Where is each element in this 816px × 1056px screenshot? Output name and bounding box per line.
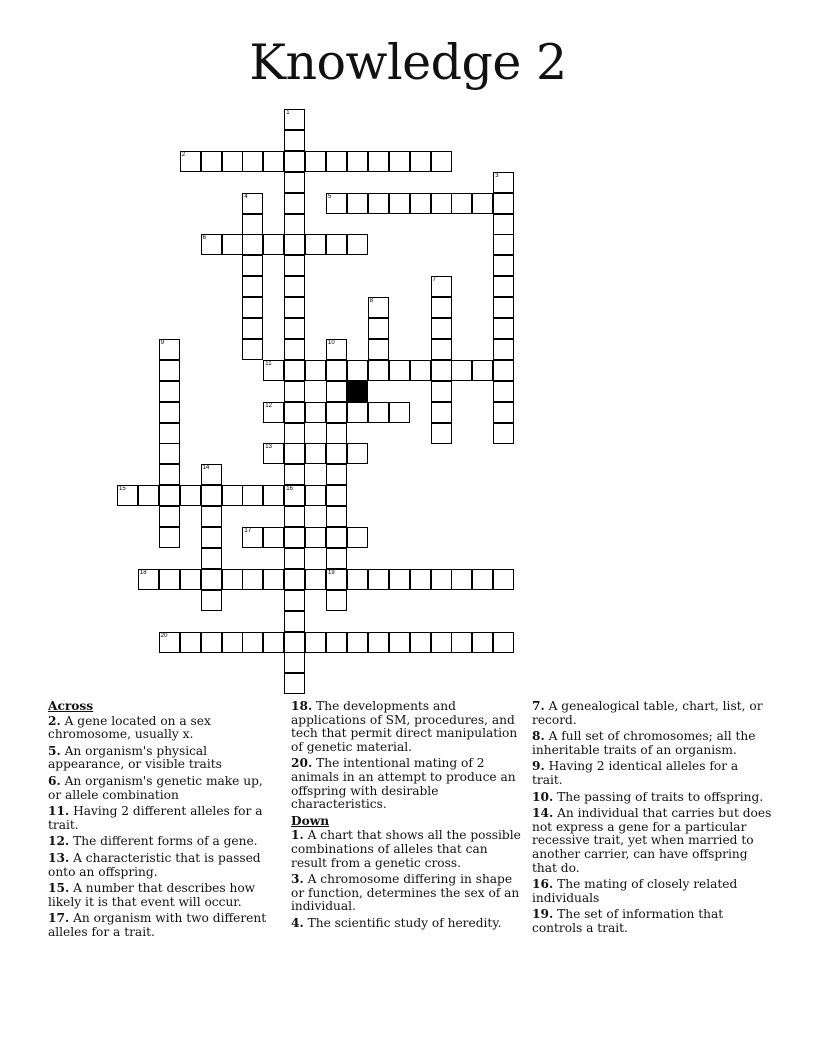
grid-cell[interactable] <box>368 318 389 339</box>
clue-number: 1 <box>286 110 290 116</box>
grid-cell[interactable] <box>201 485 222 506</box>
grid-cell[interactable] <box>431 569 452 590</box>
grid-cell[interactable] <box>451 569 472 590</box>
grid-cell[interactable] <box>284 673 305 694</box>
grid-cell[interactable] <box>284 527 305 548</box>
clue-column-3 <box>532 700 772 939</box>
grid-cell[interactable] <box>493 193 514 214</box>
grid-block <box>347 381 368 402</box>
clue-number: 6 <box>202 235 206 242</box>
grid-cell[interactable] <box>284 423 305 444</box>
clue-number: 17 <box>244 528 252 534</box>
clue-number: 12 <box>265 402 272 409</box>
grid-cell[interactable] <box>368 193 389 214</box>
grid-cell[interactable] <box>159 443 180 464</box>
grid-cell[interactable] <box>201 548 222 569</box>
grid-cell[interactable] <box>472 632 493 653</box>
grid-cell[interactable] <box>347 443 368 464</box>
grid-cell[interactable] <box>431 318 452 339</box>
grid-cell[interactable] <box>368 402 389 423</box>
grid-cell[interactable] <box>493 381 514 402</box>
grid-cell[interactable] <box>117 485 138 506</box>
grid-cell[interactable] <box>326 339 347 360</box>
clue-number: 15 <box>119 486 126 493</box>
grid-cell[interactable] <box>326 151 347 172</box>
grid-cell[interactable] <box>410 151 431 172</box>
grid-cell[interactable] <box>410 193 431 214</box>
clue-num: 12. <box>48 834 70 849</box>
grid-cell[interactable] <box>180 632 201 653</box>
grid-cell[interactable] <box>326 590 347 611</box>
grid-cell[interactable] <box>159 360 180 381</box>
grid-cell[interactable] <box>242 297 263 318</box>
clue-num: 18. <box>291 699 313 713</box>
grid-cell[interactable] <box>284 193 305 214</box>
grid-cell[interactable] <box>368 297 389 318</box>
across-clue <box>291 757 523 811</box>
clue-text: A genealogical table, chart, list, or record. <box>532 699 763 727</box>
clue-text: The intentional mating of 2 animals in an attempt to produce an offspring with desirable characteristics. <box>291 756 516 812</box>
grid-cell[interactable] <box>242 214 263 235</box>
grid-cell[interactable] <box>159 485 180 506</box>
grid-cell[interactable] <box>159 339 180 360</box>
clue-num: 7. <box>532 699 545 713</box>
across-clue <box>48 775 278 802</box>
clue-text: An organism with two different alleles for a trait. <box>48 911 267 939</box>
across-clue <box>291 700 523 754</box>
across-clue <box>48 745 278 772</box>
clue-num: 1. <box>291 828 304 843</box>
clue-text: A chart that shows all the possible combinations of alleles that can result from a genetic cross. <box>291 828 521 870</box>
clue-num: 13. <box>48 850 70 865</box>
clue-num: 9. <box>532 759 545 774</box>
grid-cell[interactable] <box>284 381 305 402</box>
grid-cell[interactable] <box>138 569 159 590</box>
grid-cell[interactable] <box>222 569 243 590</box>
clue-number: 11 <box>265 360 272 367</box>
grid-cell[interactable] <box>472 193 493 214</box>
grid-cell[interactable] <box>284 506 305 527</box>
clue-number: 8 <box>369 298 374 305</box>
grid-cell[interactable] <box>263 443 284 464</box>
clue-num: 2. <box>48 713 61 728</box>
grid-cell[interactable] <box>347 360 368 381</box>
clue-number: 2 <box>181 151 186 158</box>
grid-cell[interactable] <box>431 632 452 653</box>
grid-cell[interactable] <box>472 360 493 381</box>
clue-num: 14. <box>532 806 554 821</box>
down-clue <box>291 917 523 931</box>
grid-cell[interactable] <box>159 402 180 423</box>
clue-text: The scientific study of heredity. <box>303 915 502 930</box>
grid-cell[interactable] <box>493 172 514 193</box>
grid-cell[interactable] <box>263 151 284 172</box>
down-clue <box>532 791 772 805</box>
grid-cell[interactable] <box>284 590 305 611</box>
grid-cell[interactable] <box>326 464 347 485</box>
grid-cell[interactable] <box>284 130 305 151</box>
grid-cell[interactable] <box>222 485 243 506</box>
grid-cell[interactable] <box>431 276 452 297</box>
clue-number: 19 <box>328 569 335 576</box>
grid-cell[interactable] <box>431 360 452 381</box>
grid-cell[interactable] <box>326 485 347 506</box>
clue-number: 18 <box>139 569 147 576</box>
grid-cell[interactable] <box>451 360 472 381</box>
clue-number: 20 <box>160 632 168 639</box>
clue-number: 7 <box>432 277 436 284</box>
grid-cell[interactable] <box>284 214 305 235</box>
clue-text: An individual that carries but does not express a gene for a particular recessive trait, yet when married to another carrier, can have offspring that do. <box>532 806 772 875</box>
grid-cell[interactable] <box>389 193 410 214</box>
grid-cell[interactable] <box>493 360 514 381</box>
grid-cell[interactable] <box>284 255 305 276</box>
clue-text: A gene located on a sex chromosome, usually x. <box>48 713 211 742</box>
grid-cell[interactable] <box>347 193 368 214</box>
clue-text: The different forms of a gene. <box>69 834 258 849</box>
grid-cell[interactable] <box>305 151 326 172</box>
grid-cell[interactable] <box>431 381 452 402</box>
grid-cell[interactable] <box>242 485 263 506</box>
grid-cell[interactable] <box>201 632 222 653</box>
across-clue <box>48 805 278 832</box>
grid-cell[interactable] <box>201 506 222 527</box>
clue-text: A chromosome differing in shape or function, determines the sex of an individual. <box>291 872 520 914</box>
across-clue <box>48 882 278 909</box>
grid-cell[interactable] <box>159 527 180 548</box>
clue-num: 4. <box>291 915 304 930</box>
grid-cell[interactable] <box>201 590 222 611</box>
clue-text: An organism's physical appearance, or visible traits <box>48 743 222 772</box>
grid-cell[interactable] <box>180 569 201 590</box>
grid-cell[interactable] <box>284 548 305 569</box>
grid-cell[interactable] <box>222 632 243 653</box>
grid-cell[interactable] <box>263 527 284 548</box>
clue-text: The developments and applications of SM, procedures, and tech that permit direct manipulation of genetic material. <box>291 699 518 754</box>
grid-cell[interactable] <box>284 172 305 193</box>
section-heading: Down <box>291 813 330 828</box>
down-clue <box>532 700 772 727</box>
grid-cell[interactable] <box>284 339 305 360</box>
grid-cell[interactable] <box>159 381 180 402</box>
grid-cell[interactable] <box>431 151 452 172</box>
clue-number: 10 <box>328 339 335 346</box>
grid-cell[interactable] <box>284 485 305 506</box>
grid-cell[interactable] <box>263 485 284 506</box>
grid-cell[interactable] <box>493 402 514 423</box>
grid-cell[interactable] <box>201 151 222 172</box>
down-clue <box>532 807 772 875</box>
down-clue <box>532 730 772 757</box>
grid-cell[interactable] <box>493 297 514 318</box>
grid-cell[interactable] <box>263 360 284 381</box>
clue-text: Having 2 different alleles for a trait. <box>48 804 263 832</box>
grid-cell[interactable] <box>431 193 452 214</box>
grid-cell[interactable] <box>242 255 263 276</box>
grid-cell[interactable] <box>180 151 201 172</box>
clue-num: 5. <box>48 743 61 758</box>
clue-number: 3 <box>495 172 499 179</box>
clue-number: 5 <box>328 193 332 200</box>
grid-cell[interactable] <box>242 276 263 297</box>
across-clue <box>48 852 278 879</box>
grid-cell[interactable] <box>263 569 284 590</box>
grid-cell[interactable] <box>451 193 472 214</box>
down-clue <box>291 829 523 870</box>
down-clue <box>532 760 772 787</box>
grid-cell[interactable] <box>284 569 305 590</box>
grid-cell[interactable] <box>431 339 452 360</box>
grid-cell[interactable] <box>410 360 431 381</box>
grid-cell[interactable] <box>451 632 472 653</box>
grid-cell[interactable] <box>201 464 222 485</box>
grid-cell[interactable] <box>305 402 326 423</box>
grid-cell[interactable] <box>368 151 389 172</box>
clue-num: 8. <box>532 729 545 744</box>
across-clue <box>48 715 278 742</box>
grid-cell[interactable] <box>201 527 222 548</box>
grid-cell[interactable] <box>284 611 305 632</box>
grid-cell[interactable] <box>159 423 180 444</box>
grid-cell[interactable] <box>431 402 452 423</box>
grid-cell[interactable] <box>201 234 222 255</box>
section-heading: Across <box>48 699 94 713</box>
grid-cell[interactable] <box>347 569 368 590</box>
grid-cell[interactable] <box>201 569 222 590</box>
grid-cell[interactable] <box>472 569 493 590</box>
grid-cell[interactable] <box>138 485 159 506</box>
grid-cell[interactable] <box>284 276 305 297</box>
grid-cell[interactable] <box>284 318 305 339</box>
grid-cell[interactable] <box>493 234 514 255</box>
clue-num: 15. <box>48 881 70 896</box>
grid-cell[interactable] <box>284 234 305 255</box>
grid-cell[interactable] <box>493 423 514 444</box>
grid-cell[interactable] <box>284 109 305 130</box>
grid-cell[interactable] <box>326 234 347 255</box>
grid-cell[interactable] <box>410 632 431 653</box>
grid-cell[interactable] <box>305 632 326 653</box>
grid-cell[interactable] <box>389 360 410 381</box>
grid-cell[interactable] <box>242 632 263 653</box>
grid-cell[interactable] <box>389 402 410 423</box>
clue-number: 14 <box>202 465 210 472</box>
grid-cell[interactable] <box>284 652 305 673</box>
grid-cell[interactable] <box>326 381 347 402</box>
grid-cell[interactable] <box>263 632 284 653</box>
grid-cell[interactable] <box>347 234 368 255</box>
grid-cell[interactable] <box>284 151 305 172</box>
grid-cell[interactable] <box>347 151 368 172</box>
grid-cell[interactable] <box>326 506 347 527</box>
grid-cell[interactable] <box>389 151 410 172</box>
clue-num: 17. <box>48 911 70 926</box>
grid-cell[interactable] <box>347 527 368 548</box>
down-clue <box>532 908 772 935</box>
grid-cell[interactable] <box>284 464 305 485</box>
grid-cell[interactable] <box>284 443 305 464</box>
clue-text: The set of information that controls a trait. <box>532 907 724 935</box>
clue-num: 20. <box>291 756 313 771</box>
clue-num: 3. <box>291 872 304 887</box>
grid-cell[interactable] <box>326 360 347 381</box>
clue-column-2 <box>291 700 523 934</box>
grid-cell[interactable] <box>326 632 347 653</box>
grid-cell[interactable] <box>159 632 180 653</box>
grid-cell[interactable] <box>493 255 514 276</box>
grid-cell[interactable] <box>493 569 514 590</box>
grid-cell[interactable] <box>180 485 201 506</box>
clue-column-1 <box>48 700 278 943</box>
clue-text: A full set of chromosomes; all the inheritable traits of an organism. <box>532 729 756 757</box>
clue-number: 16 <box>286 486 293 493</box>
grid-cell[interactable] <box>305 360 326 381</box>
grid-cell[interactable] <box>326 423 347 444</box>
grid-cell[interactable] <box>284 297 305 318</box>
grid-cell[interactable] <box>431 297 452 318</box>
grid-cell[interactable] <box>368 632 389 653</box>
grid-cell[interactable] <box>389 632 410 653</box>
grid-cell[interactable] <box>326 569 347 590</box>
grid-cell[interactable] <box>284 402 305 423</box>
clue-number: 13 <box>265 444 272 451</box>
grid-cell[interactable] <box>326 527 347 548</box>
grid-cell[interactable] <box>263 234 284 255</box>
grid-cell[interactable] <box>305 485 326 506</box>
grid-cell[interactable] <box>159 464 180 485</box>
grid-cell[interactable] <box>242 151 263 172</box>
clue-number: 4 <box>244 193 248 200</box>
clue-num: 16. <box>532 877 554 892</box>
grid-cell[interactable] <box>347 632 368 653</box>
grid-cell[interactable] <box>222 151 243 172</box>
grid-cell[interactable] <box>242 234 263 255</box>
grid-cell[interactable] <box>222 234 243 255</box>
grid-cell[interactable] <box>431 423 452 444</box>
clue-text: The passing of traits to offspring. <box>553 789 764 804</box>
grid-cell[interactable] <box>159 506 180 527</box>
grid-cell[interactable] <box>242 318 263 339</box>
grid-cell[interactable] <box>368 360 389 381</box>
grid-cell[interactable] <box>326 402 347 423</box>
grid-cell[interactable] <box>493 632 514 653</box>
grid-cell[interactable] <box>493 276 514 297</box>
grid-cell[interactable] <box>305 527 326 548</box>
clue-text: The mating of closely related individuals <box>532 877 738 905</box>
page-title: Knowledge 2 <box>249 34 567 91</box>
grid-cell[interactable] <box>305 443 326 464</box>
grid-cell[interactable] <box>347 402 368 423</box>
clue-num: 6. <box>48 773 61 788</box>
clue-num: 11. <box>48 804 70 819</box>
grid-cell[interactable] <box>242 569 263 590</box>
grid-cell[interactable] <box>410 569 431 590</box>
grid-cell[interactable] <box>305 234 326 255</box>
clue-text: An organism's genetic make up, or allele combination <box>48 773 263 802</box>
grid-cell[interactable] <box>493 339 514 360</box>
grid-cell[interactable] <box>368 339 389 360</box>
grid-cell[interactable] <box>242 339 263 360</box>
grid-cell[interactable] <box>326 193 347 214</box>
grid-cell[interactable] <box>159 569 180 590</box>
grid-cell[interactable] <box>326 443 347 464</box>
clue-num: 19. <box>532 907 554 922</box>
grid-cell[interactable] <box>326 548 347 569</box>
grid-cell[interactable] <box>284 360 305 381</box>
across-clue <box>48 835 278 849</box>
grid-cell[interactable] <box>305 569 326 590</box>
clue-num: 10. <box>532 789 554 804</box>
clue-text: A number that describes how likely it is that event will occur. <box>48 881 256 909</box>
grid-cell[interactable] <box>242 527 263 548</box>
grid-cell[interactable] <box>493 318 514 339</box>
across-clue <box>48 912 278 939</box>
grid-cell[interactable] <box>389 569 410 590</box>
grid-cell[interactable] <box>242 193 263 214</box>
down-clue <box>532 878 772 905</box>
down-clue <box>291 873 523 914</box>
grid-cell[interactable] <box>368 569 389 590</box>
grid-cell[interactable] <box>263 402 284 423</box>
clue-text: A characteristic that is passed onto an offspring. <box>48 850 261 879</box>
clue-text: Having 2 identical alleles for a trait. <box>532 759 739 787</box>
clue-number: 9 <box>160 339 165 346</box>
grid-cell[interactable] <box>284 632 305 653</box>
grid-cell[interactable] <box>493 214 514 235</box>
